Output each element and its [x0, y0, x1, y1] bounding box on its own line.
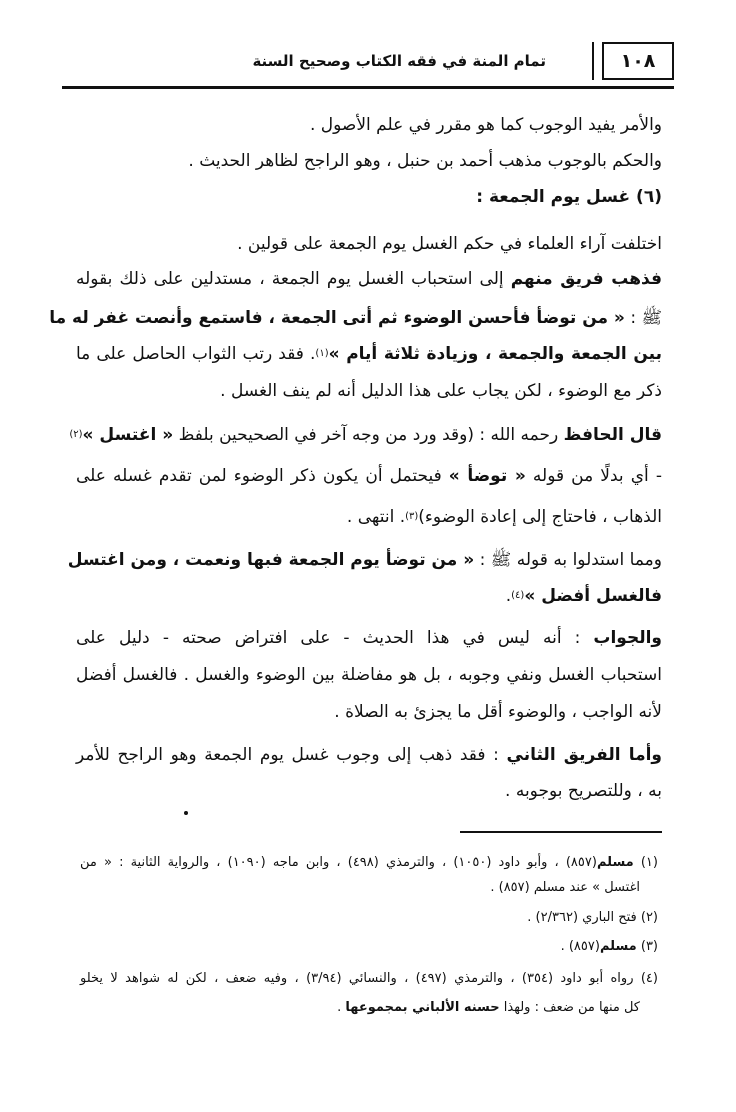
running-title: تمام المنة في فقه الكتاب وصحيح السنة	[252, 52, 546, 70]
body-line: استحباب الغسل ونفي وجوبه ، بل هو مفاضلة بين الوضوء والغسل . فالغسل أفضل	[76, 665, 662, 685]
body-line: ﷺ : « من توضأ فأحسن الوضوء ثم أتى الجمعة ، فاستمع وأنصت غفر له ما	[49, 308, 662, 328]
body-line: والأمر يفيد الوجوب كما هو مقرر في علم الأصول .	[309, 115, 662, 135]
stray-dot	[184, 811, 188, 815]
page-number-frame	[592, 42, 606, 80]
footnote: (٢) فتح الباري (٢/٣٦٢) .	[527, 910, 658, 925]
page-header	[62, 36, 674, 94]
body-line: لأنه الواجب ، والوضوء أقل ما يجزئ به الصلاة .	[334, 702, 662, 722]
footnote-separator	[460, 831, 662, 833]
body-line: الذهاب ، فاحتاج إلى إعادة الوضوء)$^{(٣)}$. انتهى .	[346, 507, 662, 527]
footnote: كل منها من ضعف : ولهذا حسنه الألباني بمجموعها .	[337, 1000, 640, 1015]
body-line: بين الجمعة والجمعة ، وزيادة ثلاثة أيام »$^{(١)}$. فقد رتب الثواب الحاصل على ما	[76, 344, 662, 364]
footnote-ref: (٣)	[405, 511, 419, 522]
body-line: والحكم بالوجوب مذهب أحمد بن حنبل ، وهو الراجح لظاهر الحديث .	[188, 151, 662, 171]
body-line: ومما استدلوا به قوله ﷺ : « من توضأ يوم الجمعة فبها ونعمت ، ومن اغتسل	[67, 550, 662, 570]
body-line: والجواب : أنه ليس في هذا الحديث - على افتراض صحته - دليل على	[76, 628, 662, 648]
footnote: (٤) رواه أبو داود (٣٥٤) ، والترمذي (٤٩٧) ، والنسائي (٣/٩٤) ، وفيه ضعف ، لكن له شواهد لا يخلو	[80, 971, 658, 986]
footnote-ref: (١)	[315, 348, 329, 359]
body-line: فذهب فريق منهم إلى استحباب الغسل يوم الجمعة ، مستدلين على ذلك بقوله	[76, 269, 662, 289]
body-line: - أي بدلًا من قوله « توضأ » فيحتمل أن يكون ذكر الوضوء لمن تقدم غسله على	[76, 466, 662, 486]
header-rule	[62, 86, 674, 89]
footnote: (١) مسلم(٨٥٧) ، وأبو داود (١٠٥٠) ، والترمذي (٤٩٨) ، وابن ماجه (١٠٩٠) ، والرواية الثانية : « من	[80, 855, 658, 870]
body-line: وأما الفريق الثاني : فقد ذهب إلى وجوب غسل يوم الجمعة وهو الراجح للأمر	[76, 745, 662, 765]
body-line: به ، وللتصريح بوجوبه .	[505, 781, 662, 801]
footnote: اغتسل » عند مسلم (٨٥٧) .	[490, 880, 640, 895]
body-line: اختلفت آراء العلماء في حكم الغسل يوم الجمعة على قولين .	[237, 234, 662, 254]
body-line: قال الحافظ رحمه الله : (وقد ورد من وجه آخر في الصحيحين بلفظ « اغتسل »$^{(٢)}$	[69, 425, 662, 445]
body-line: ذكر مع الوضوء ، لكن يجاب على هذا الدليل أنه لم ينف الغسل .	[220, 381, 662, 401]
footnote-ref: (٤)	[511, 590, 525, 601]
footnote-ref: (٢)	[69, 429, 83, 440]
body-line: فالغسل أفضل »$^{(٤)}$.	[505, 586, 662, 606]
page-number: ١٠٨	[602, 42, 674, 80]
section-heading: (٦) غسل يوم الجمعة :	[476, 187, 662, 207]
footnote: (٣) مسلم(٨٥٧) .	[560, 939, 658, 954]
